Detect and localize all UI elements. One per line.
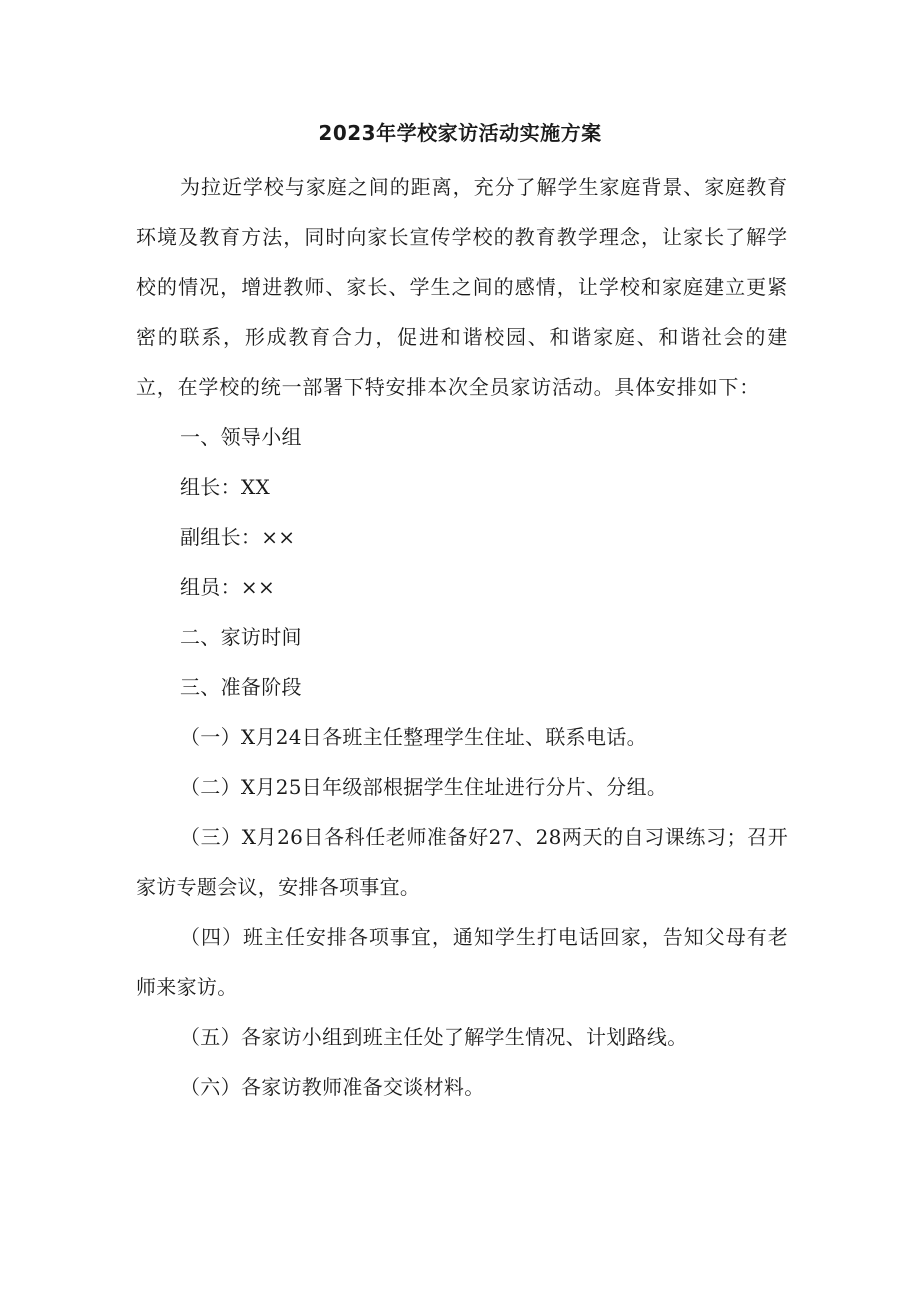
section-heading-leadership: 一、领导小组 (180, 425, 302, 449)
preparation-item: （一）X月24日各班主任整理学生住址、联系电话。 (180, 725, 647, 749)
intro-paragraph: 为拉近学校与家庭之间的距离，充分了解学生家庭背景、家庭教育环境及教育方法，同时向家长宣传学校的教育教学理念，让家长了解学校的情况，增进教师、家长、学生之间的感情，让学校和家庭建立更紧密的联系，形成教育合力，促进和谐校园、和谐家庭、和谐社会的建立，在学校的统一部署下特安排本次全员家访活动。具体安排如下： (136, 175, 788, 399)
preparation-item: （三）X月26日各科任老师准备好27、28两天的自习课练习；召开家访专题会议，安排各项事宜。 (136, 825, 788, 899)
section-heading-visit-time: 二、家访时间 (180, 625, 302, 649)
members-line: 组员：×× (180, 575, 276, 599)
preparation-item: （二）X月25日年级部根据学生住址进行分片、分组。 (180, 775, 668, 799)
document-title: 2023年学校家访活动实施方案 (318, 121, 602, 145)
leader-line: 组长：XX (180, 475, 270, 499)
preparation-item: （四）班主任安排各项事宜，通知学生打电话回家，告知父母有老师来家访。 (136, 925, 788, 999)
section-heading-preparation: 三、准备阶段 (180, 675, 302, 699)
preparation-item: （六）各家访教师准备交谈材料。 (180, 1075, 485, 1099)
preparation-item: （五）各家访小组到班主任处了解学生情况、计划路线。 (180, 1025, 688, 1049)
document-body (136, 162, 788, 1112)
deputy-leader-line: 副组长：×× (180, 525, 296, 549)
